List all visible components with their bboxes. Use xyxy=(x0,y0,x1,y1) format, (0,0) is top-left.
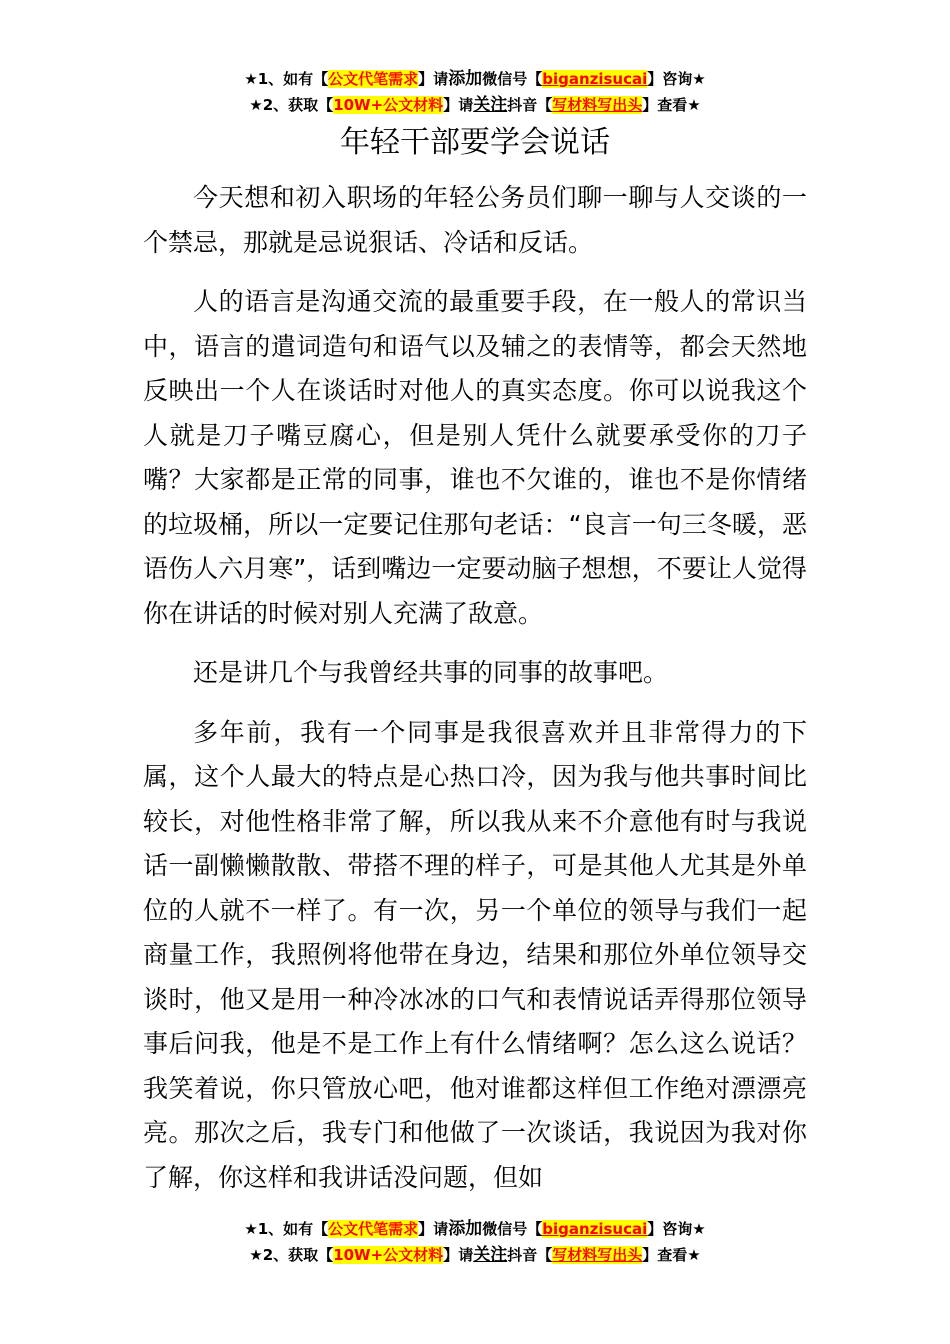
promo-text: ★1、如有【 xyxy=(244,70,329,88)
document-body xyxy=(143,176,807,1215)
promo-emphasis: 添加 xyxy=(448,1219,483,1239)
promo-wechat-id: biganzisucai xyxy=(542,1220,648,1238)
promo-text: 】查看★ xyxy=(642,1246,701,1264)
promo-emphasis: 关注 xyxy=(473,95,508,115)
document-title: 年轻干部要学会说话 xyxy=(340,125,610,160)
paragraph: 人的语言是沟通交流的最重要手段，在一般人的常识当中，语言的遣词造句和语气以及辅之的表情等，都会天然地反映出一个人在谈话时对他人的真实态度。你可以说我这个人就是刀子嘴豆腐心，但是别人凭什么就要承受你的刀子嘴？大家都是正常的同事，谁也不欠谁的，谁也不是你情绪的垃圾桶，所以一定要记住那句老话：“良言一句三冬暖，恶语伤人六月寒”，话到嘴边一定要动脑子想想，不要让人觉得你在讲话的时候对别人充满了敌意。 xyxy=(143,287,807,628)
promo-text: 微信号【 xyxy=(482,1220,543,1238)
promo-emphasis: 添加 xyxy=(448,69,483,89)
promo-emphasis: 关注 xyxy=(473,1245,508,1265)
bottom-promo-banner xyxy=(0,1216,950,1268)
promo-line-1 xyxy=(0,1216,950,1242)
promo-text: ★2、获取【 xyxy=(249,1246,334,1264)
promo-text: 】请 xyxy=(418,1220,449,1238)
promo-text: 】请 xyxy=(443,96,474,114)
promo-text: 抖音【 xyxy=(507,96,553,114)
promo-highlight: 公文代笔需求 xyxy=(328,70,419,88)
promo-text: ★2、获取【 xyxy=(249,96,334,114)
promo-text: 】查看★ xyxy=(642,96,701,114)
promo-line-2 xyxy=(0,1242,950,1268)
promo-douyin-id: 写材料写出头 xyxy=(552,96,643,114)
promo-text: 微信号【 xyxy=(482,70,543,88)
promo-highlight: 公文代笔需求 xyxy=(328,1220,419,1238)
promo-text: 】咨询★ xyxy=(647,1220,706,1238)
promo-text: ★1、如有【 xyxy=(244,1220,329,1238)
paragraph: 还是讲几个与我曾经共事的同事的故事吧。 xyxy=(193,658,669,687)
paragraph: 今天想和初入职场的年轻公务员们聊一聊与人交谈的一个禁忌，那就是忌说狠话、冷话和反话。 xyxy=(143,183,807,257)
promo-wechat-id: biganzisucai xyxy=(542,70,648,88)
promo-line-2 xyxy=(0,92,950,118)
promo-line-1 xyxy=(0,66,950,92)
promo-highlight: 10W+公文材料 xyxy=(333,96,444,114)
top-promo-banner xyxy=(0,66,950,118)
paragraph: 多年前，我有一个同事是我很喜欢并且非常得力的下属，这个人最大的特点是心热口冷，因为我与他共事时间比较长，对他性格非常了解，所以我从来不介意他有时与我说话一副懒懒散散、带搭不理的样子，可是其他人尤其是外单位的人就不一样了。有一次，另一个单位的领导与我们一起商量工作，我照例将他带在身边，结果和那位外单位领导交谈时，他又是用一种冷冰冰的口气和表情说话弄得那位领导事后问我，他是不是工作上有什么情绪啊？怎么这么说话？我笑着说，你只管放心吧，他对谁都这样但工作绝对漂漂亮亮。那次之后，我专门和他做了一次谈话，我说因为我对你了解，你这样和我讲话没问题，但如 xyxy=(143,717,807,1192)
promo-highlight: 10W+公文材料 xyxy=(333,1246,444,1264)
promo-text: 】请 xyxy=(443,1246,474,1264)
promo-text: 】咨询★ xyxy=(647,70,706,88)
promo-text: 抖音【 xyxy=(507,1246,553,1264)
promo-text: 】请 xyxy=(418,70,449,88)
promo-douyin-id: 写材料写出头 xyxy=(552,1246,643,1264)
